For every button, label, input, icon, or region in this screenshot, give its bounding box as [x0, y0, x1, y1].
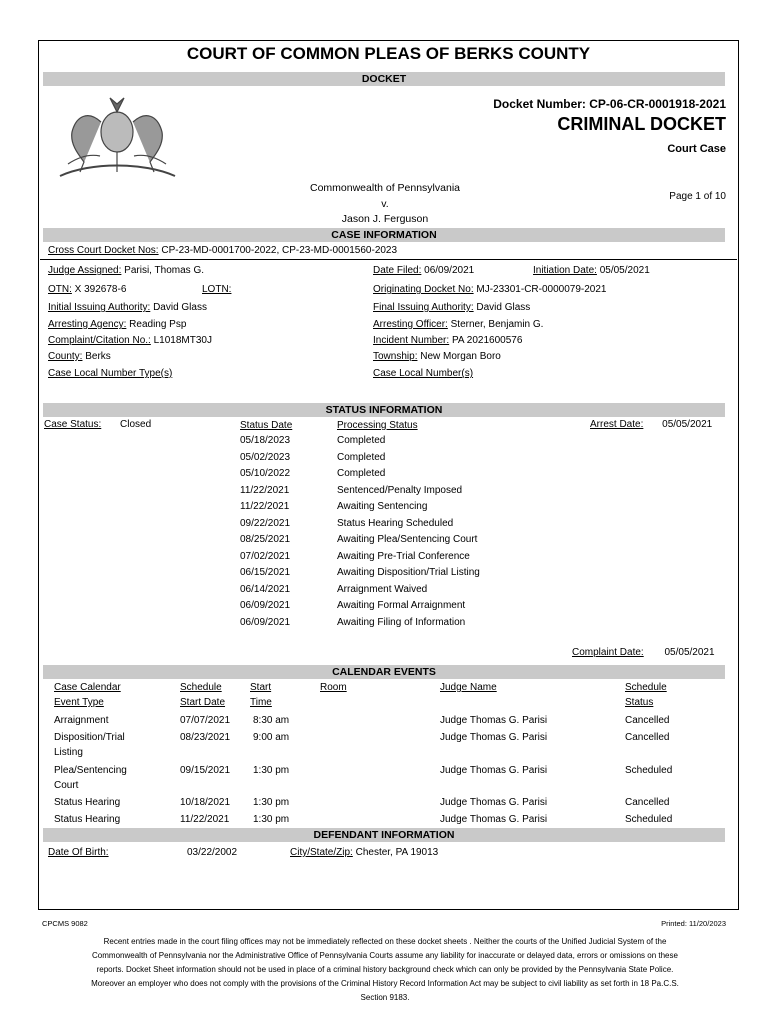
status-date: 05/18/2023: [240, 435, 291, 446]
incident-number: Incident Number: PA 2021600576: [373, 335, 523, 346]
calendar-events-bar: CALENDAR EVENTS: [43, 665, 725, 679]
status-date: 09/22/2021: [240, 517, 291, 529]
event-type: Disposition/Trial: [54, 732, 125, 743]
complaint-date: Complaint Date: 05/05/2021: [572, 647, 715, 658]
caption-versus: v.: [381, 198, 389, 210]
printed-date: Printed: 11/20/2023: [661, 919, 726, 928]
status-date: 05/10/2022: [240, 468, 291, 479]
header-start-date-2: Start Date: [180, 697, 226, 708]
header-event-type-1: Case Calendar: [54, 682, 121, 693]
processing-status: Awaiting Filing of Information: [337, 616, 466, 628]
processing-status: Awaiting Formal Arraignment: [337, 600, 466, 611]
processing-status: Awaiting Disposition/Trial Listing: [337, 567, 480, 578]
event-start-time: 8:30 am: [253, 715, 290, 726]
event-type: Status Hearing: [54, 814, 121, 825]
processing-status: Awaiting Pre-Trial Conference: [337, 550, 470, 562]
event-start-time: 1:30 pm: [253, 814, 290, 825]
header-start-time-2: Time: [250, 697, 272, 708]
final-issuing-authority: Final Issuing Authority: David Glass: [373, 302, 531, 313]
arresting-agency: Arresting Agency: Reading Psp: [48, 319, 187, 330]
caption-defendant: Jason J. Ferguson: [341, 213, 429, 225]
status-date: 05/02/2023: [240, 451, 291, 463]
processing-status: Arraignment Waived: [337, 583, 428, 595]
case-local-number-type: Case Local Number Type(s): [48, 368, 173, 379]
dob-label: Date Of Birth:: [48, 847, 109, 858]
defendant-information-bar: DEFENDANT INFORMATION: [43, 828, 725, 842]
status-date: 08/25/2021: [240, 534, 291, 545]
event-start-time: 1:30 pm: [253, 797, 290, 808]
processing-status: Awaiting Sentencing: [337, 501, 428, 512]
docket-section-bar: DOCKET: [43, 72, 725, 86]
case-local-number: Case Local Number(s): [373, 368, 474, 379]
dob-value: 03/22/2002: [187, 847, 238, 858]
initiation-date: Initiation Date: 05/05/2021: [533, 265, 650, 276]
event-start-date: 11/22/2021: [180, 814, 230, 825]
status-date-header: Status Date: [240, 420, 293, 431]
status-information-bar: STATUS INFORMATION: [43, 403, 725, 417]
processing-status: Completed: [337, 435, 386, 446]
page-info: Page 1 of 10: [669, 191, 726, 202]
event-start-time: 1:30 pm: [253, 765, 290, 776]
initial-issuing-authority: Initial Issuing Authority: David Glass: [48, 302, 207, 313]
event-start-date: 07/07/2021: [180, 715, 231, 726]
case-type: Court Case: [667, 143, 726, 155]
arresting-officer: Arresting Officer: Sterner, Benjamin G.: [373, 319, 544, 330]
header-schedule-status-1: Schedule: [625, 682, 667, 693]
originating-docket: Originating Docket No: MJ-23301-CR-0000079-2021: [373, 284, 607, 295]
arrest-date: Arrest Date: 05/05/2021: [590, 419, 713, 430]
event-start-date: 10/18/2021: [180, 797, 231, 808]
lotn: LOTN:: [202, 284, 232, 295]
event-judge-name: Judge Thomas G. Parisi: [440, 765, 548, 776]
header-event-type-2: Event Type: [54, 697, 104, 708]
status-date: 06/09/2021: [240, 616, 291, 628]
status-date: 07/02/2021: [240, 550, 291, 562]
township: Township: New Morgan Boro: [373, 351, 501, 362]
event-type: Plea/Sentencing: [54, 765, 127, 776]
processing-status: Status Hearing Scheduled: [337, 517, 454, 529]
form-id: CPCMS 9082: [42, 919, 88, 928]
processing-status: Completed: [337, 451, 386, 463]
header-start-time-1: Start: [250, 682, 272, 693]
event-schedule-status: Cancelled: [625, 715, 670, 726]
pennsylvania-seal-icon: [50, 92, 185, 182]
processing-status: Awaiting Plea/Sentencing Court: [337, 534, 478, 545]
processing-status: Sentenced/Penalty Imposed: [337, 484, 463, 496]
event-type-continued: Listing: [54, 747, 83, 758]
event-type-continued: Court: [54, 780, 79, 791]
processing-status-header: Processing Status: [337, 420, 418, 431]
complaint-citation: Complaint/Citation No.: L1018MT30J: [48, 335, 212, 346]
status-date: 11/22/2021: [240, 484, 290, 496]
event-schedule-status: Cancelled: [625, 732, 670, 743]
city-state-zip: City/State/Zip: Chester, PA 19013: [290, 847, 439, 858]
event-type: Arraignment: [54, 715, 109, 726]
disclaimer: Recent entries made in the court filing offices may not be immediately reflected on these docket sheets . Neither the courts of the Unified Judicial System of the Commonwealth of Pennsylvania nor the Administrative Office of Pennsylvania Courts assume any liability for inaccurate or delayed data, errors or omissions on these reports. Docket Sheet information should not be used in place of a criminal history background check which can only be provided by the Pennsylvania State Police. Moreover an employer who does not comply with the provisions of the Criminal History Record Information Act may be subject to civil liability as set forth in 18 Pa.C.S. Section 9183.: [91, 937, 679, 1002]
event-type: Status Hearing: [54, 797, 121, 808]
case-information-bar: CASE INFORMATION: [43, 228, 725, 242]
otn: OTN: X 392678-6: [48, 284, 127, 295]
event-schedule-status: Scheduled: [625, 765, 673, 776]
event-start-date: 09/15/2021: [180, 765, 231, 776]
court-name: COURT OF COMMON PLEAS OF BERKS COUNTY: [186, 44, 591, 63]
status-date: 11/22/2021: [240, 501, 290, 512]
header-room: Room: [320, 682, 347, 693]
divider: [40, 259, 737, 260]
event-schedule-status: Cancelled: [625, 797, 670, 808]
event-judge-name: Judge Thomas G. Parisi: [440, 814, 548, 825]
caption-plaintiff: Commonwealth of Pennsylvania: [310, 182, 460, 194]
event-judge-name: Judge Thomas G. Parisi: [440, 732, 548, 743]
header-judge-name: Judge Name: [440, 682, 497, 693]
status-date: 06/15/2021: [240, 567, 291, 578]
header-schedule-status-2: Status: [625, 697, 654, 708]
county: County: Berks: [48, 351, 111, 362]
event-judge-name: Judge Thomas G. Parisi: [440, 715, 548, 726]
event-start-time: 9:00 am: [253, 732, 290, 743]
event-judge-name: Judge Thomas G. Parisi: [440, 797, 548, 808]
event-schedule-status: Scheduled: [625, 814, 673, 825]
date-filed: Date Filed: 06/09/2021: [373, 265, 475, 276]
event-start-date: 08/23/2021: [180, 732, 231, 743]
header-start-date-1: Schedule: [180, 682, 222, 693]
judge-assigned: Judge Assigned: Parisi, Thomas G.: [48, 265, 205, 276]
case-status: Case Status: Closed: [44, 419, 152, 430]
docket-type: CRIMINAL DOCKET: [557, 114, 726, 134]
status-date: 06/14/2021: [240, 583, 291, 595]
status-date: 06/09/2021: [240, 600, 291, 611]
cross-court-docket: Cross Court Docket Nos: CP-23-MD-0001700-2022, CP-23-MD-0001560-2023: [48, 245, 398, 256]
processing-status: Completed: [337, 468, 386, 479]
docket-number: Docket Number: CP-06-CR-0001918-2021: [493, 97, 726, 111]
